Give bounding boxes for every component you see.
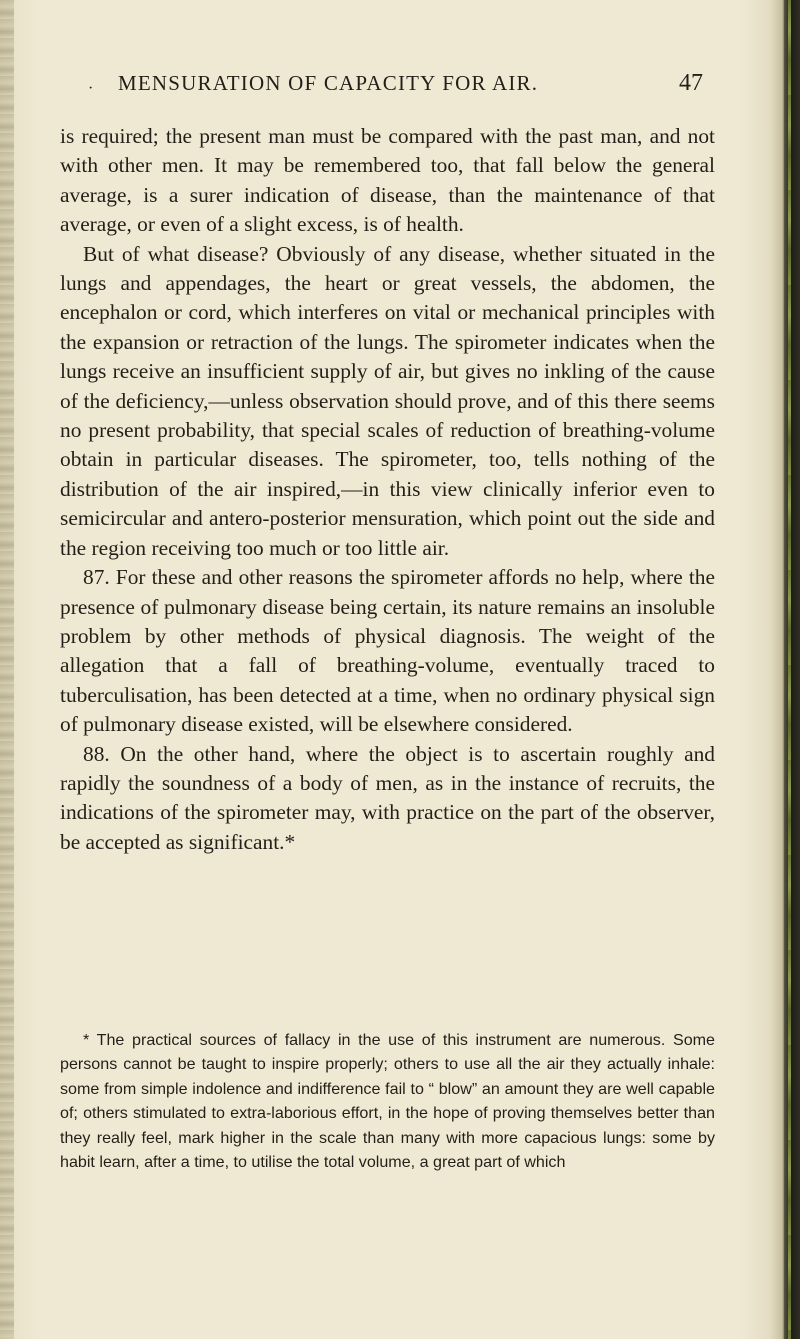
- page-number: 47: [679, 70, 703, 96]
- paragraph-continuation: is required; the present man must be compared with the past man, and not with other men. It may be remembered too, that fall below the general average, is a surer indication of disease, than the maintenance of that average, or even of a slight excess, is of health.: [60, 124, 715, 237]
- page-header: [60, 68, 715, 112]
- footnote: [60, 1028, 715, 1174]
- paragraph-88: 88. On the other hand, where the object is to ascertain roughly and rapidly the soundness of a body of men, as in the instance of recruits, the indications of the spirometer may, with practice on the part of the observer, be accepted as significant.*: [60, 741, 715, 854]
- running-head: MENSURATION OF CAPACITY FOR AIR.: [118, 71, 539, 95]
- footnote-text: * The practical sources of fallacy in the use of this instrument are numerous. Some persons cannot be taught to inspire properly; others to use all the air they actually inhale: some from simple indolence and indifference fail to “ blow” an amount they are well capable of; others stimulated to extra-laborious effort, in the hope of proving themselves better than they really feel, mark higher in the scale than many with more capacious lungs: some by habit learn, after a time, to utilise the total volume, a great part of which: [60, 1031, 715, 1172]
- page-gutter-edge: [0, 0, 14, 1339]
- body-text: [60, 122, 715, 857]
- paragraph-87: 87. For these and other reasons the spirometer affords no help, where the presence of pulmonary disease being certain, its nature remains an insoluble problem by other methods of physical diagnosis. The weight of the allegation that a fall of breathing-volume, eventually traced to tuberculisation, has been detected at a time, when no ordinary physical sign of pulmonary disease existed, will be elsewhere considered.: [60, 565, 715, 737]
- header-bullet: ·: [88, 80, 94, 97]
- paragraph-what-disease: But of what disease? Obviously of any disease, whether situated in the lungs and appendages, the heart or great vessels, the abdomen, the encephalon or cord, which interferes on vital or mechanical principles with the expansion or retraction of the lungs. The spirometer indicates when the lungs receive an insufficient supply of air, but gives no inkling of the cause of the deficiency,—unless observation should prove, and of this there seems no present probability, that special scales of reduction of breathing-volume obtain in particular diseases. The spirometer, too, tells nothing of the distribution of the air inspired,—in this view clinically inferior even to semicircular and antero-posterior mensuration, which point out the side and the region receiving too much or too little air.: [60, 241, 715, 560]
- page-outer-edge: [784, 0, 800, 1339]
